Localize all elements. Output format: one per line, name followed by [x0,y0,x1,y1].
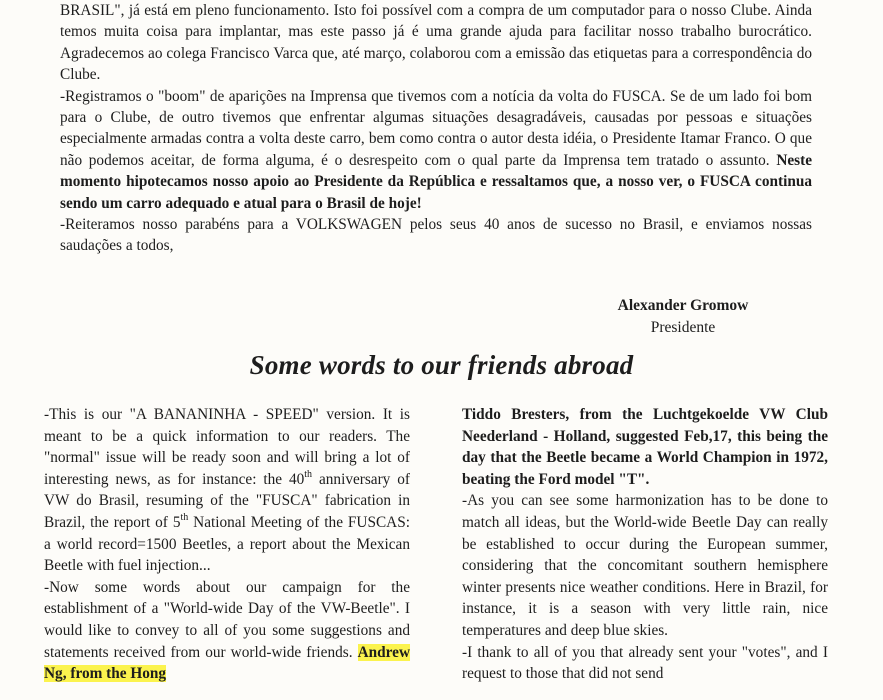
highlighted-text: Andrew Ng, from the Hong [44,643,410,683]
paragraph-vw-congrats: -Reiteramos nosso parabéns para a VOLKSWAGEN pelos seus 40 anos de sucesso no Brasil, e enviamos nossas saudações a todos, [60,216,812,255]
right-paragraph-3: -I thank to all of you that already sent your "votes", and I request to those that did not send [462,643,828,683]
left-p1-sup2: th [180,511,189,523]
signature-role: Presidente [650,319,716,336]
signature-name: Alexander Gromow [617,297,749,314]
left-paragraph-1 [44,404,410,577]
paragraph-fusca-support-bold: Neste momento hipotecamos nosso apoio ao Presidente da República e ressaltamos que, a nosso ver, o FUSCA continua sendo um carro adequado e atual para o Brasil de hoje! [60,151,812,212]
left-paragraph-2 [44,577,410,685]
right-paragraph-2: -As you can see some harmonization has to be done to match all ideas, but the World-wide Beetle Day can really be established to occur during the European summer, considering that the concomitant southern hemisphere winter presents nice weather conditions. Here in Brazil, for instance, it is a season with very little rain, nice temperatures and deep blue skies. [462,492,828,639]
left-p2-a: -Now some words about our campaign for the establishment of a "World-wide Day of the VW-Beetle". I would like to convey to all of you some suggestions and statements received from our world-wide friends. [44,578,410,661]
left-p1-c: National Meeting of the FUSCAS: a world record=1500 Beetles, a report about the Mexican Beetle with fuel injection... [44,513,410,575]
section-title: Some words to our friends abroad [249,350,634,380]
paragraph-computer: BRASIL", já está em pleno funcionamento. Isto foi possível com a compra de um computador para o nosso Clube. Ainda temos muita coisa para implantar, mas este passo já é uma grande ajuda para facilitar nosso trabalho burocrático. Agradecemos ao colega Francisco Varca que, até março, colaborou com a emissão das etiquetas para a correspondência do Clube. [60,2,812,84]
left-column [44,404,410,685]
portuguese-text-block [60,0,812,257]
left-p1-a: -This is our "A BANANINHA - SPEED" version. It is meant to be a quick information to our readers. The "normal" issue will be ready soon and will bring a lot of interesting news, as for instance: the 40 [44,406,410,488]
left-p1-b: anniversary of VW do Brasil, resuming of the "FUSCA" fabrication in Brazil, the report of 5 [44,470,410,531]
paragraph-fusca-press [60,86,812,214]
right-column [462,404,828,685]
left-p1-sup1: th [304,468,313,480]
paragraph-fusca-press-text: -Registramos o "boom" de aparições na Imprensa que tivemos com a notícia da volta do FUSCA. Se de um lado foi bom para o Clube, de outro tivemos que enfrentar algumas situações desagradáveis, causadas por pessoas e situações especialmente armadas contra a volta deste carro, bem como contra o autor desta idéia, o Presidente Itamar Franco. O que não podemos aceitar, de forma alguma, é o desrespeito com o qual parte da Imprensa tem tratado o assunto. [60,87,812,169]
signature-block [598,295,768,339]
right-paragraph-1: Tiddo Bresters, from the Luchtgekoelde VW Club Neederland - Holland, suggested Feb,17, this being the day that the Beetle became a World Champion in 1972, beating the Ford model "T". [462,406,828,488]
